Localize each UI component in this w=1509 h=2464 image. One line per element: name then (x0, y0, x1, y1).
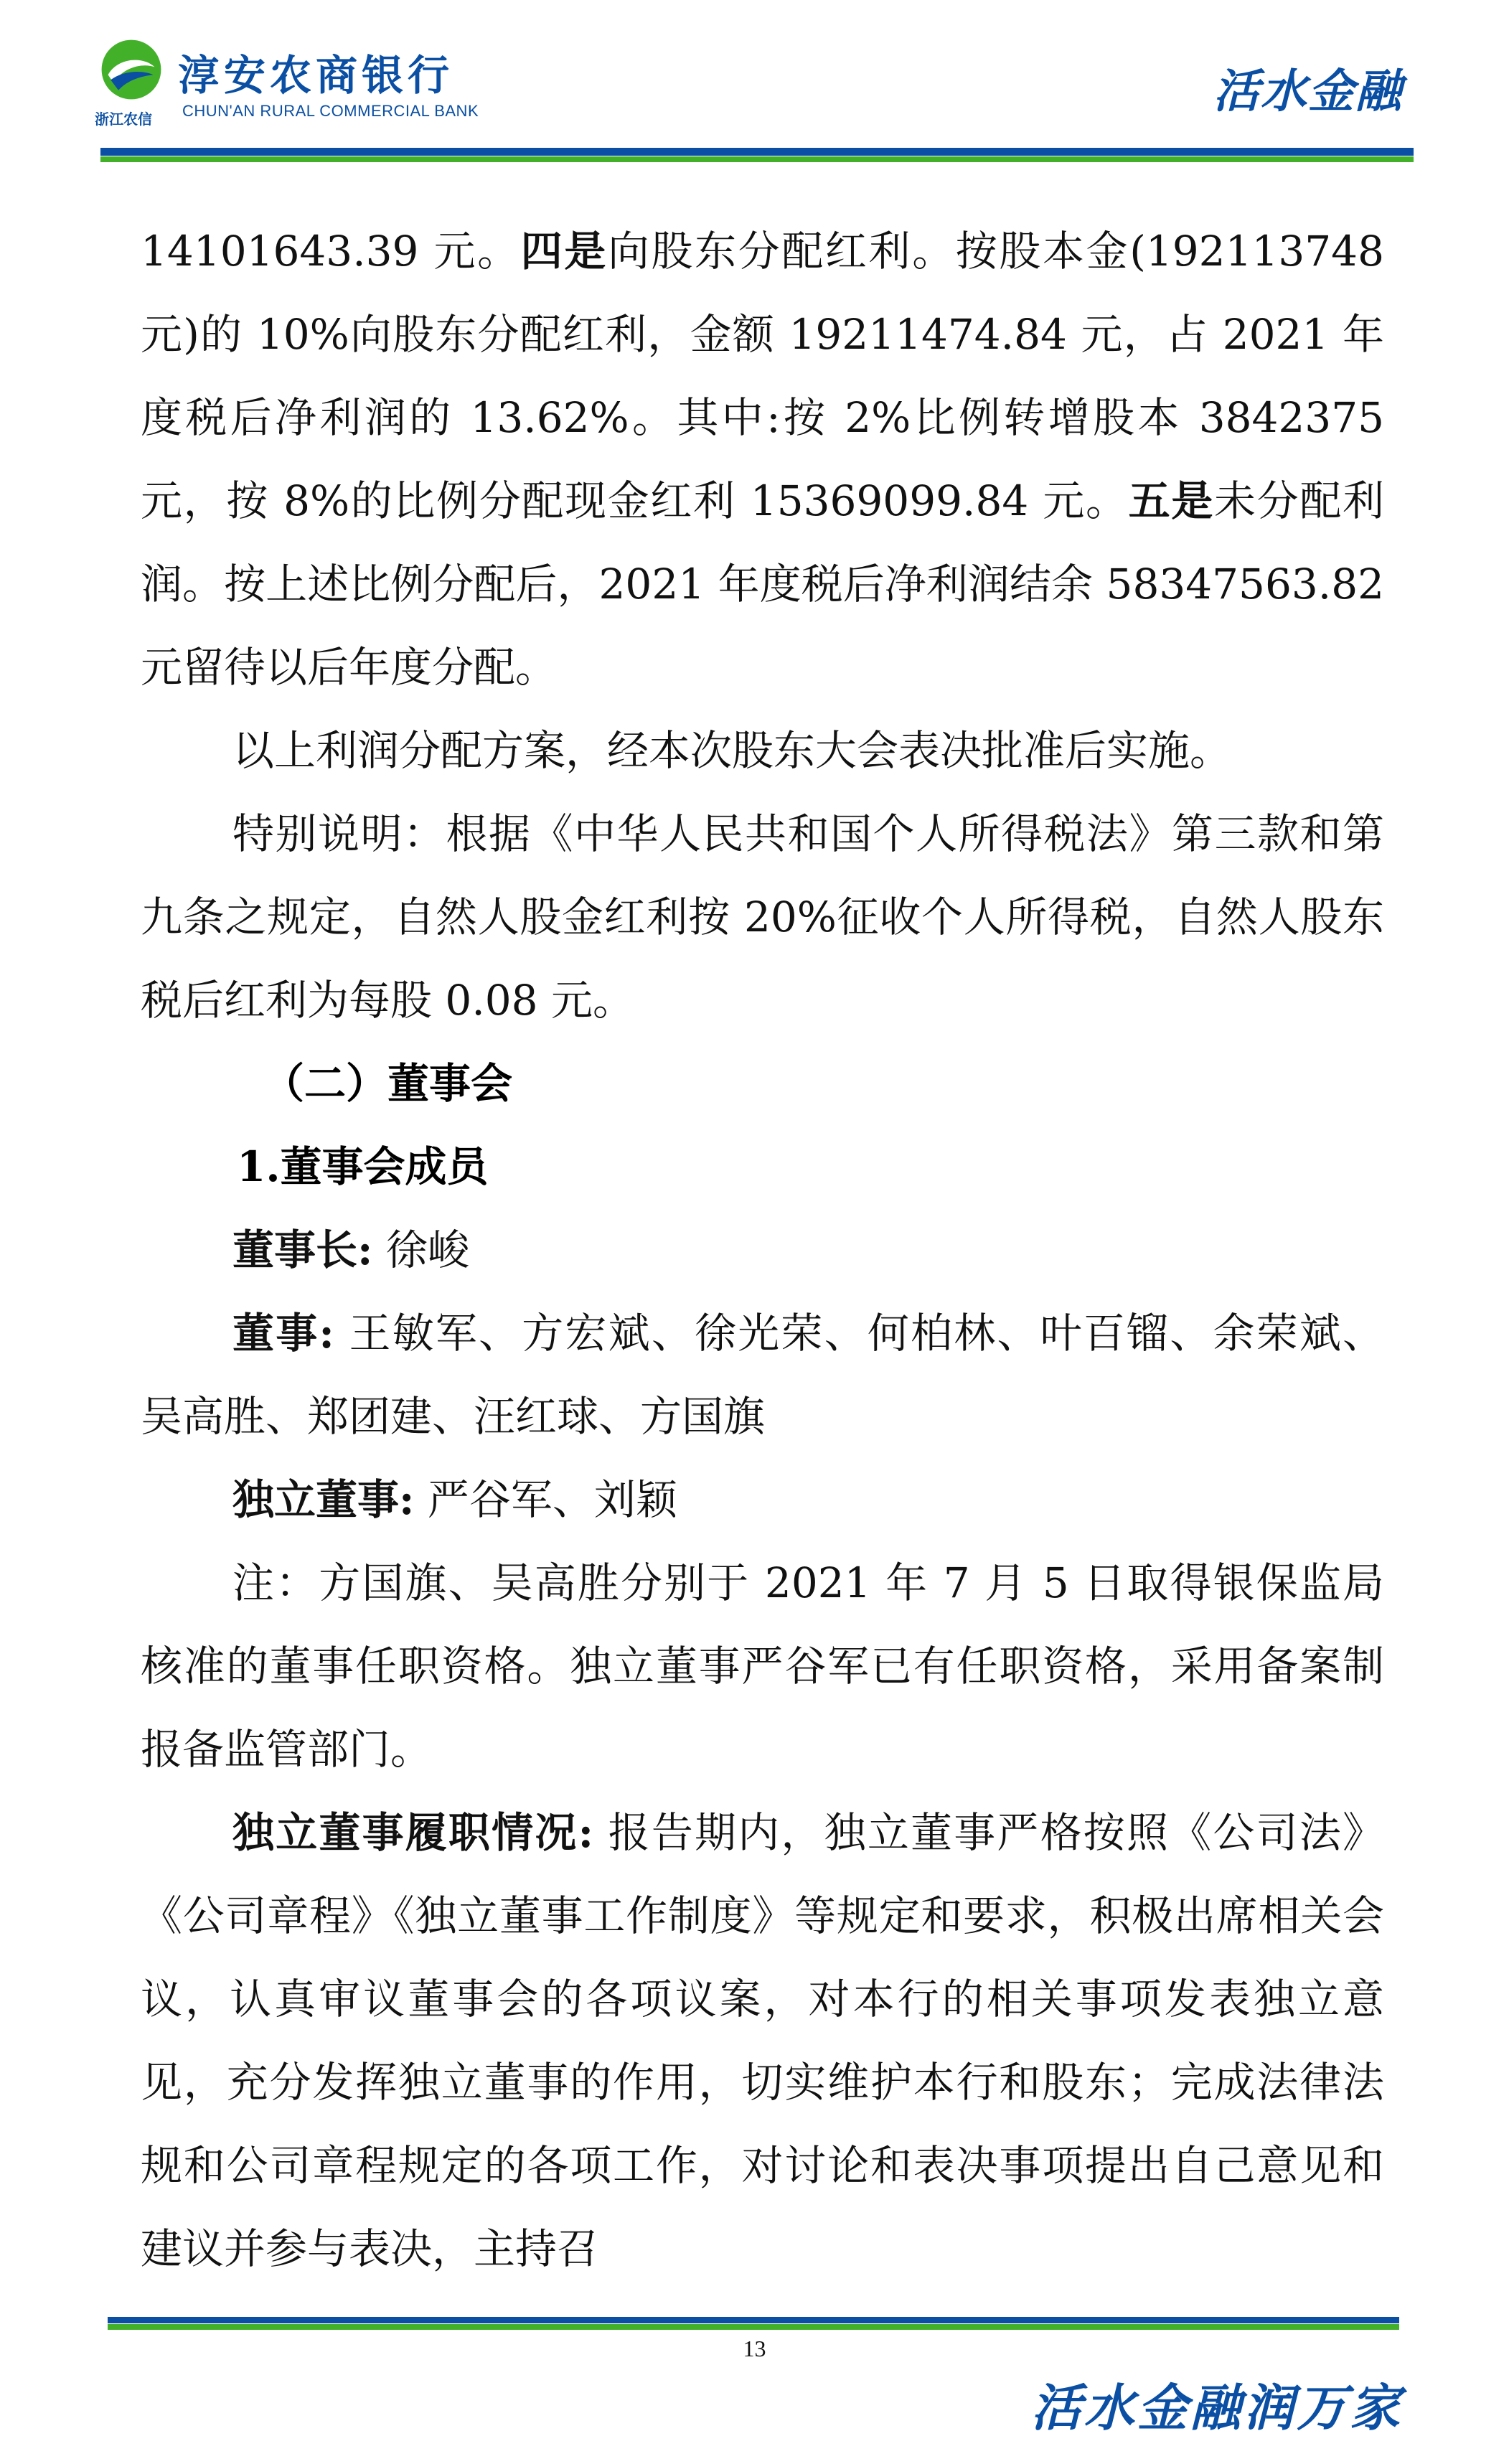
directors-label: 董事: (232, 1309, 334, 1358)
directors-value: 王敏军、方宏斌、徐光荣、何柏林、叶百镏、余荣斌、吴高胜、郑团建、汪红球、方国旗 (141, 1309, 1384, 1441)
document-body (141, 210, 1384, 2290)
paragraph-chairman (141, 1208, 1384, 1292)
bank-name-en: CHUN'AN RURAL COMMERCIAL BANK (182, 102, 479, 120)
independent-label: 独立董事: (232, 1475, 415, 1524)
paragraph-special-note: 特别说明：根据《中华人民共和国个人所得税法》第三款和第九条之规定，自然人股金红利按 20%征收个人所得税，自然人股东税后红利为每股 0.08 元。 (141, 809, 1384, 1025)
text-run: 14101643.39 元。 (141, 227, 521, 276)
paragraph-directors (141, 1292, 1384, 1458)
chairman-value: 徐峻 (372, 1226, 469, 1274)
bold-run: 四是 (520, 227, 608, 276)
paragraph-profit-distribution (141, 210, 1384, 709)
paragraph-approval: 以上利润分配方案，经本次股东大会表决批准后实施。 (232, 726, 1232, 775)
paragraph-note: 注：方国旗、吴高胜分别于 2021 年 7 月 5 日取得银保监局核准的董事任职资格。独立董事严谷军已有任职资格，采用备案制报备监管部门。 (141, 1558, 1384, 1774)
section-heading-board: （二）董事会 (263, 1059, 513, 1108)
duty-value: 报告期内，独立董事严格按照《公司法》《公司章程》《独立董事工作制度》等规定和要求，积极出席相关会议，认真审议董事会的各项议案，对本行的相关事项发表独立意见，充分发挥独立董事的作用，切实维护本行和股东；完成法律法规和公司章程规定的各项工作，对讨论和表决事项提出自己意见和建议并参与表决，主持召 (141, 1808, 1384, 2273)
text-run: 向股东分配红利。按股本金(192113748 元)的 10%向股东分配红利，金额 19211474.84 元，占 2021 年度税后净利润的 13.62%。其中:按 2%比例转增股本 3842375 元，按 8%的比例分配现金红利 15369099.84 元。 (141, 227, 1384, 525)
header-divider (100, 148, 1414, 162)
paragraph-independent-directors (141, 1458, 1384, 1541)
bank-swirl-logo-icon (99, 37, 164, 102)
duty-label: 独立董事履职情况: (232, 1808, 593, 1857)
independent-value: 严谷军、刘颖 (414, 1475, 677, 1524)
chairman-label: 董事长: (232, 1226, 373, 1274)
footer-divider (108, 2317, 1399, 2330)
logo-caption: 浙江农信 (95, 112, 152, 128)
page-number: 13 (743, 2336, 766, 2361)
footer-slogan: 活水金融润万家 (1031, 2378, 1403, 2437)
bold-run: 五是 (1128, 476, 1214, 525)
header-slogan: 活水金融 (1213, 65, 1403, 118)
paragraph-duty-performance (141, 1791, 1384, 2290)
bank-name-cn: 淳安农商银行 (178, 51, 454, 100)
subsection-heading-members: 1.董事会成员 (237, 1142, 489, 1191)
text-run: 未分配利润。按上述比例分配后，2021 年度税后净利润结余 58347563.82 元留待以后年度分配。 (141, 476, 1384, 692)
